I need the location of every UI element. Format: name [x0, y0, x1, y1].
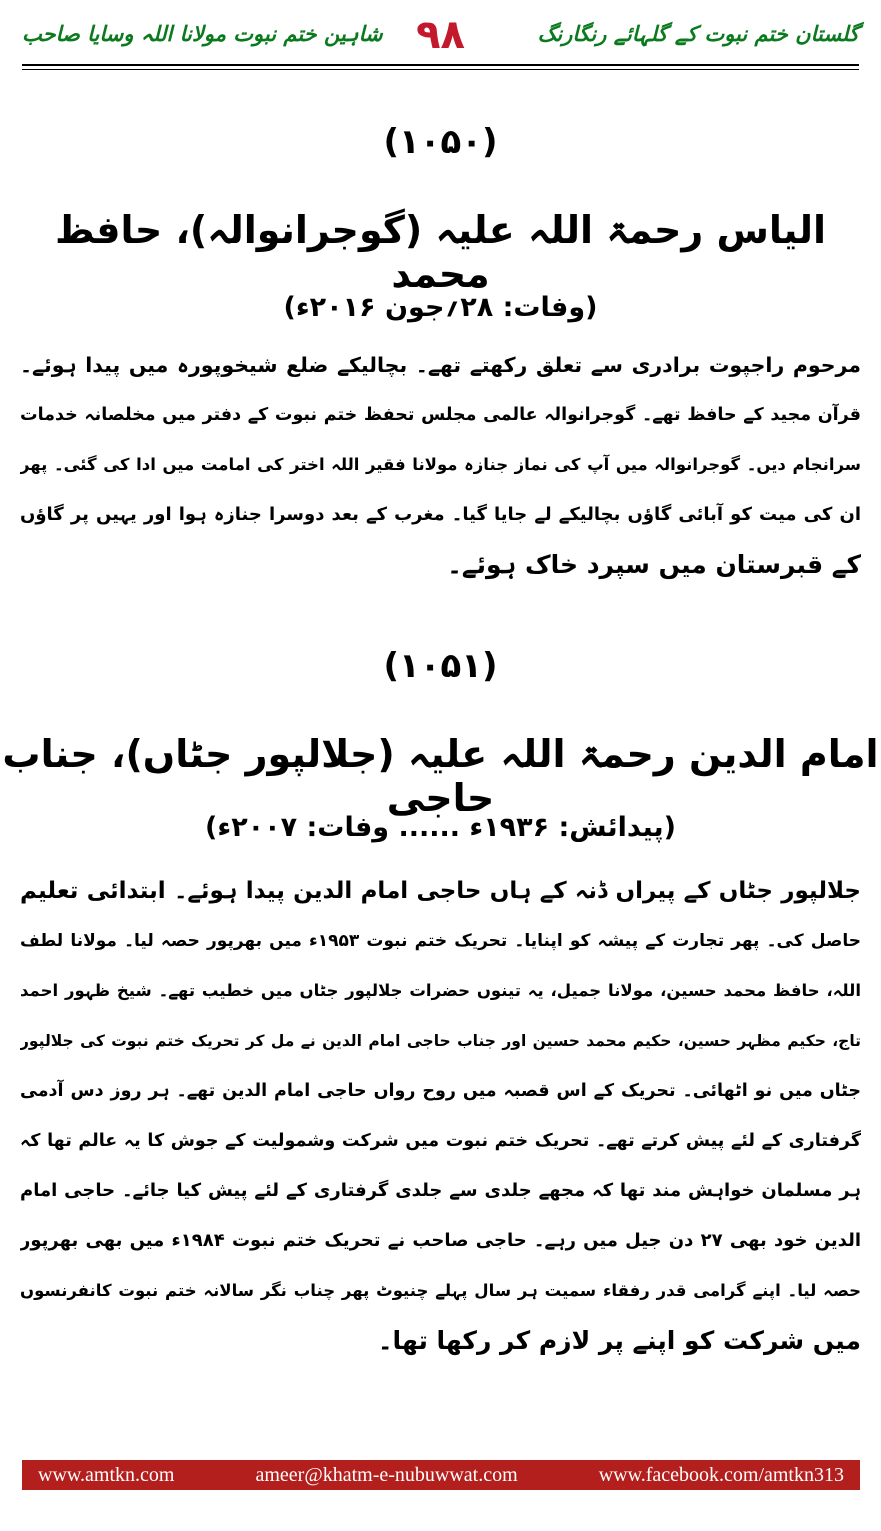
body-line: ان کی میت کو آبائی گاؤں بچالیکے لے جایا گیا۔ مغرب کے بعد دوسرا جنازہ ہوا اور یہیں پر گاؤں — [20, 504, 861, 525]
body-line: تاج، حکیم مظہر حسین، حکیم محمد حسین اور جناب حاجی امام الدین نے مل کر تحریک ختم نبوت کی جلالپور — [20, 1032, 861, 1050]
page-header — [22, 12, 859, 66]
body-line: حصہ لیا۔ اپنے گرامی قدر رفقاء سمیت ہر سال پہلے چنیوٹ پھر چناب نگر سالانہ ختم نبوت کانفرنسوں — [20, 1281, 861, 1300]
body-line: مرحوم راجپوت برادری سے تعلق رکھتے تھے۔ بچالیکے ضلع شیخوپورہ میں پیدا ہوئے۔ — [20, 353, 861, 377]
body-line: سرانجام دیں۔ گوجرانوالہ میں آپ کی نماز جنازہ مولانا فقیر اللہ اختر کی امامت میں ادا کی گئی۔ پھر — [20, 455, 861, 474]
entry-body — [20, 340, 861, 590]
body-line: اللہ، حافظ محمد حسین، مولانا جمیل، یہ تینوں حضرات جلالپور جٹاں میں خطیب تھے۔ شیخ ظہور احمد — [20, 981, 861, 1000]
entry-title: امام الدین رحمۃ اللہ علیہ (جلالپور جٹاں)، جناب حاجی — [2, 732, 879, 820]
body-line: گرفتاری کے لئے پیش کرتے تھے۔ تحریک ختم نبوت میں شرکت وشمولیت کے جوش کا یہ عالم تھا کہ — [20, 1131, 861, 1151]
body-line: جلالپور جٹاں کے پیراں ڈنہ کے ہاں حاجی امام الدین پیدا ہوئے۔ ابتدائی تعلیم — [20, 878, 861, 904]
header-rule — [22, 64, 859, 70]
body-line: حاصل کی۔ پھر تجارت کے پیشہ کو اپنایا۔ تحریک ختم نبوت ۱۹۵۳ء میں بھرپور حصہ لیا۔ مولانا لطف — [20, 931, 861, 951]
body-line: قرآن مجید کے حافظ تھے۔ گوجرانوالہ عالمی مجلس تحفظ ختم نبوت کے دفتر میں مخلصانہ خدمات — [20, 405, 861, 425]
footer-bar — [22, 1460, 860, 1490]
entry-dates: (وفات: ۲۸؍جون ۲۰۱۶ء) — [283, 292, 598, 323]
entry-number: (۱۰۵۱) — [383, 646, 498, 686]
page-number: ۹۸ — [416, 12, 465, 58]
website-link[interactable]: www.amtkn.com — [38, 1463, 175, 1486]
entry-number: (۱۰۵۰) — [383, 122, 498, 162]
facebook-link[interactable]: www.facebook.com/amtkn313 — [598, 1463, 844, 1486]
entry-body — [20, 866, 861, 1366]
body-line: جٹاں میں نو اٹھائی۔ تحریک کے اس قصبہ میں روح رواں حاجی امام الدین تھے۔ ہر روز دس آدمی — [20, 1081, 861, 1101]
author-name: شاہین ختم نبوت مولانا اللہ وسایا صاحب — [22, 22, 383, 46]
body-line: کے قبرستان میں سپرد خاک ہوئے۔ — [447, 550, 861, 579]
body-line: میں شرکت کو اپنے پر لازم کر رکھا تھا۔ — [377, 1326, 861, 1355]
entry-title: الیاس رحمۃ اللہ علیہ (گوجرانوالہ)، حافظ محمد — [54, 208, 826, 296]
email-link[interactable]: ameer@khatm-e-nubuwwat.com — [255, 1463, 518, 1486]
body-line: الدین خود بھی ۲۷ دن جیل میں رہے۔ حاجی صاحب نے تحریک ختم نبوت ۱۹۸۴ء میں بھی بھرپور — [20, 1230, 861, 1251]
body-line: ہر مسلمان خواہش مند تھا کہ مجھے جلدی سے جلدی گرفتاری کے لئے پیش کیا جائے۔ حاجی امام — [20, 1180, 861, 1201]
entry-dates: (پیدائش: ۱۹۳۶ء ...... وفات: ۲۰۰۷ء) — [205, 812, 676, 843]
book-title: گلستان ختم نبوت کے گلہائے رنگارنگ — [537, 22, 859, 46]
